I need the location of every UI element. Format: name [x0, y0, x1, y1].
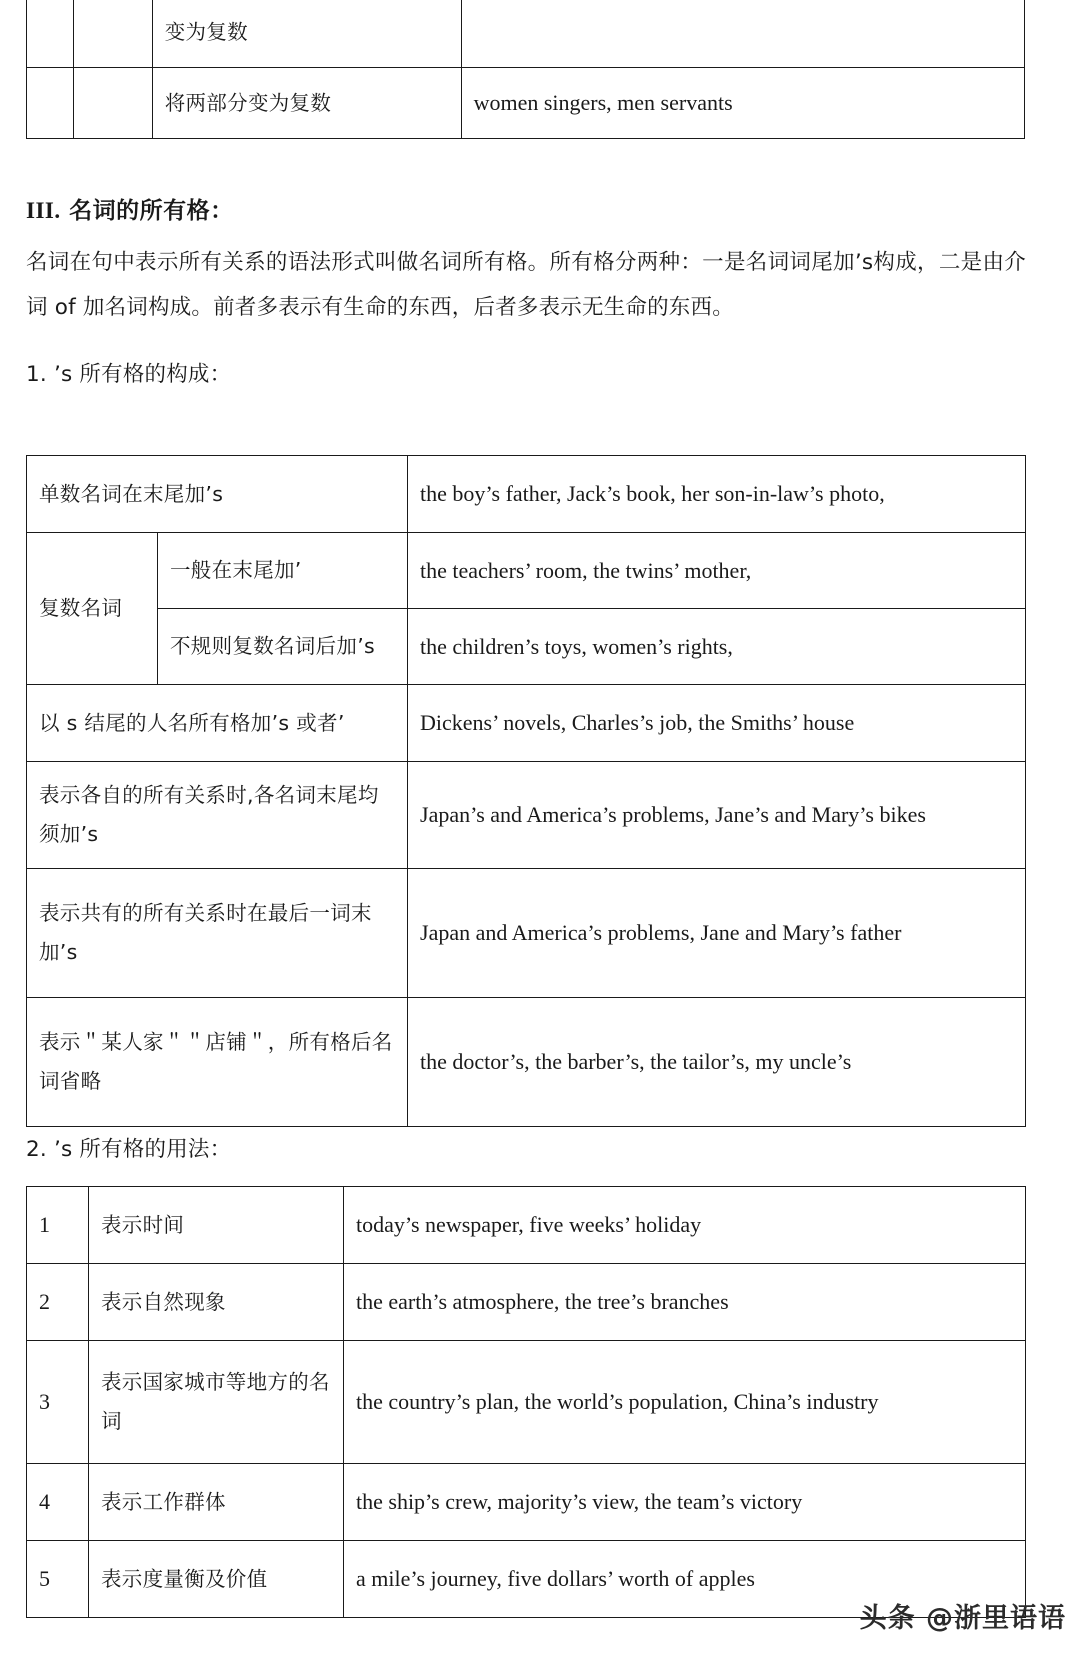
table-row	[27, 1264, 1026, 1341]
rule-category: 单数名词在末尾加’s	[27, 456, 408, 533]
table-row	[27, 869, 1026, 998]
continuation-cell-b	[74, 0, 152, 68]
continuation-rule: 将两部分变为复数	[152, 68, 461, 139]
rule-category: 复数名词	[27, 533, 158, 685]
usage-index: 1	[27, 1187, 89, 1264]
usage-index: 5	[27, 1541, 89, 1618]
usage-label: 表示国家城市等地方的名词	[89, 1341, 344, 1464]
rule-example: Japan’s and America’s problems, Jane’s and Mary’s bikes	[408, 762, 1026, 869]
table-row	[27, 533, 1026, 609]
usage-example: the country’s plan, the world’s population, China’s industry	[344, 1341, 1026, 1464]
usage-example: the ship’s crew, majority’s view, the team’s victory	[344, 1464, 1026, 1541]
continuation-table	[26, 0, 1025, 139]
rule-subcategory: 一般在末尾加’	[158, 533, 408, 609]
subsection-2-label: 2. ’s 所有格的用法：	[26, 1137, 232, 1162]
usage-label: 表示工作群体	[89, 1464, 344, 1541]
table-row	[27, 1464, 1026, 1541]
continuation-cell-a	[27, 68, 74, 139]
rule-subcategory: 不规则复数名词后加’s	[158, 609, 408, 685]
table-row	[27, 68, 1025, 139]
rule-example: the boy’s father, Jack’s book, her son-in-law’s photo,	[408, 456, 1026, 533]
table-row	[27, 1187, 1026, 1264]
rule-category: 表示各自的所有关系时,各名词末尾均须加’s	[27, 762, 408, 869]
usage-index: 2	[27, 1264, 89, 1341]
section-paragraph: 名词在句中表示所有关系的语法形式叫做名词所有格。所有格分两种：一是名词词尾加’s构成，二是由介词 of 加名词构成。前者多表示有生命的东西，后者多表示无生命的东西。	[26, 250, 1026, 320]
rule-example: Dickens’ novels, Charles’s job, the Smiths’ house	[408, 685, 1026, 762]
rule-category: 表示＂某人家＂＂店铺＂，所有格后名词省略	[27, 998, 408, 1127]
usage-label: 表示自然现象	[89, 1264, 344, 1341]
continuation-example	[461, 0, 1024, 68]
continuation-rule: 变为复数	[152, 0, 461, 68]
table-row	[27, 762, 1026, 869]
section-numeral: III.	[26, 198, 61, 223]
possessive-formation-table	[26, 455, 1026, 1127]
watermark: 头条 @浙里语语	[859, 1603, 1066, 1634]
usage-label: 表示度量衡及价值	[89, 1541, 344, 1618]
table-row	[27, 1341, 1026, 1464]
section-title: 名词的所有格：	[69, 198, 234, 224]
table-row	[27, 685, 1026, 762]
table-row	[27, 609, 1026, 685]
usage-example: the earth’s atmosphere, the tree’s branches	[344, 1264, 1026, 1341]
rule-example: Japan and America’s problems, Jane and Mary’s father	[408, 869, 1026, 998]
usage-example: a mile’s journey, five dollars’ worth of apples	[344, 1541, 1026, 1618]
possessive-usage-table	[26, 1186, 1026, 1618]
continuation-cell-a	[27, 0, 74, 68]
section-heading	[26, 192, 234, 225]
usage-label: 表示时间	[89, 1187, 344, 1264]
rule-category: 以 s 结尾的人名所有格加’s 或者’	[27, 685, 408, 762]
continuation-cell-b	[74, 68, 152, 139]
continuation-example: women singers, men servants	[461, 68, 1024, 139]
usage-example: today’s newspaper, five weeks’ holiday	[344, 1187, 1026, 1264]
rule-category: 表示共有的所有关系时在最后一词末加’s	[27, 869, 408, 998]
table-row	[27, 0, 1025, 68]
subsection-1-label: 1. ’s 所有格的构成：	[26, 362, 232, 387]
rule-example: the children’s toys, women’s rights,	[408, 609, 1026, 685]
rule-example: the teachers’ room, the twins’ mother,	[408, 533, 1026, 609]
usage-index: 4	[27, 1464, 89, 1541]
table-row	[27, 456, 1026, 533]
rule-example: the doctor’s, the barber’s, the tailor’s, my uncle’s	[408, 998, 1026, 1127]
table-row	[27, 998, 1026, 1127]
usage-index: 3	[27, 1341, 89, 1464]
